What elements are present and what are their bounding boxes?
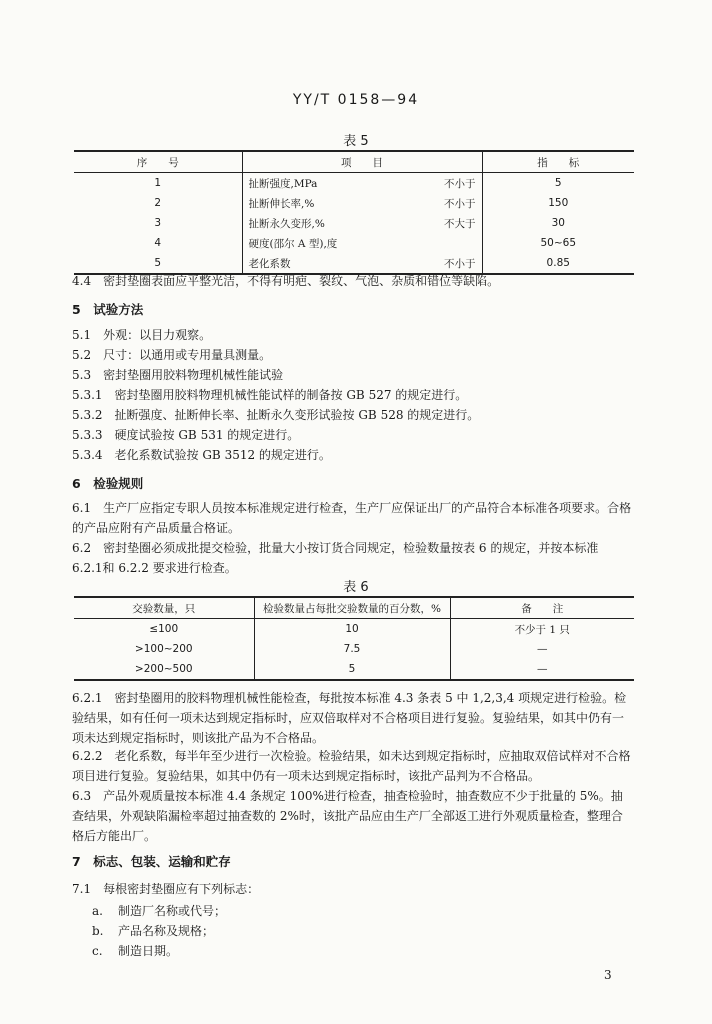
list-text: 产品名称及规格； xyxy=(118,924,215,938)
item-value: 150 xyxy=(482,193,634,213)
table6-header-quantity: 交验数量，只 xyxy=(74,597,254,619)
percent-cell: 7.5 xyxy=(254,639,450,659)
table-row xyxy=(74,173,634,194)
remark-cell: — xyxy=(450,639,634,659)
list-item xyxy=(92,902,226,919)
table-row xyxy=(74,619,634,640)
item-name: 硬度(邵尔 A 型),度 xyxy=(242,233,416,253)
list-item xyxy=(92,922,214,939)
list-text: 制造厂名称或代号； xyxy=(118,904,227,918)
percent-cell: 10 xyxy=(254,619,450,640)
item-name: 扯断强度,MPa xyxy=(242,173,416,194)
item-condition: 不小于 xyxy=(444,197,476,210)
clause-5-3: 5.3 密封垫圈用胶料物理机械性能试验 xyxy=(72,368,284,382)
clause-7-1: 7.1 每根密封垫圈应有下列标志： xyxy=(72,882,260,896)
clause-5-3-2: 5.3.2 扯断强度、扯断伸长率、扯断永久变形试验按 GB 528 的规定进行。 xyxy=(72,408,480,422)
table-row xyxy=(74,233,634,253)
percent-cell: 5 xyxy=(254,659,450,680)
clause-6-2: 6.2 密封垫圈必须成批提交检验，批量大小按订货合同规定，检验数量按表 6 的规定，并按本标准 6.2.1和 6.2.2 要求进行检查。 xyxy=(72,541,599,575)
quantity-cell: ≤100 xyxy=(149,623,179,635)
clause-6-1: 6.1 生产厂应指定专职人员按本标准规定进行检查，生产厂应保证出厂的产品符合本标准各项要求。合格的产品应附有产品质量合格证。 xyxy=(72,501,632,535)
list-item xyxy=(92,942,178,959)
item-condition: 不大于 xyxy=(444,217,476,230)
table-row xyxy=(74,213,634,233)
section-5-heading: 5 试验方法 xyxy=(72,302,144,317)
item-condition xyxy=(416,233,482,253)
quantity-cell: >100~200 xyxy=(134,643,193,655)
table-row xyxy=(74,639,634,659)
item-condition: 不小于 xyxy=(416,253,482,274)
list-marker: b. xyxy=(92,924,104,938)
item-value: 50~65 xyxy=(482,233,634,253)
table5-caption: 表 5 xyxy=(343,134,369,149)
item-value: 5 xyxy=(482,173,634,194)
table5-header-no: 序 号 xyxy=(74,151,242,173)
clause-5-3-1: 5.3.1 密封垫圈用胶料物理机械性能试样的制备按 GB 527 的规定进行。 xyxy=(72,388,468,402)
clause-6-3: 6.3 产品外观质量按本标准 4.4 条规定 100%进行检查，抽查检验时，抽查数应不少于批量的 5%。抽查结果，外观缺陷漏检率超过抽查数的 2%时，该批产品应由生产厂全部返工进行外观质量检查，整理合格后方能出厂。 xyxy=(72,789,623,843)
table-row xyxy=(74,659,634,680)
table-row xyxy=(74,193,634,213)
section-7-heading: 7 标志、包装、运输和贮存 xyxy=(72,854,231,869)
item-condition: 不小于 xyxy=(444,177,476,190)
clause-5-3-3: 5.3.3 硬度试验按 GB 531 的规定进行。 xyxy=(72,428,300,442)
remark-cell: — xyxy=(450,659,634,680)
table-row xyxy=(74,253,634,274)
remark-cell: 不少于 1 只 xyxy=(450,619,634,640)
list-text: 制造日期。 xyxy=(118,944,179,958)
list-marker: c. xyxy=(92,944,103,958)
table6-header-remark: 备 注 xyxy=(450,597,634,619)
item-name: 扯断永久变形,% xyxy=(242,213,416,233)
table6-header-percent: 检验数量占每批交验数量的百分数，% xyxy=(254,597,450,619)
section-6-heading: 6 检验规则 xyxy=(72,476,144,491)
list-marker: a. xyxy=(92,904,103,918)
quantity-cell: >200~500 xyxy=(74,659,254,680)
clause-6-2-2: 6.2.2 老化系数，每半年至少进行一次检验。检验结果，如未达到规定指标时，应抽取双倍试样对不合格项目进行复验。复验结果，如其中仍有一项未达到规定指标时，该批产品判为不合格品。 xyxy=(72,749,631,783)
row-number: 2 xyxy=(154,197,162,209)
row-number: 4 xyxy=(154,237,162,249)
item-name: 老化系数 xyxy=(242,253,416,274)
table5-header-item: 项 目 xyxy=(242,151,482,173)
clause-5-2: 5.2 尺寸：以通用或专用量具测量。 xyxy=(72,348,272,362)
item-value: 30 xyxy=(482,213,634,233)
item-value: 0.85 xyxy=(482,253,634,274)
table6-caption: 表 6 xyxy=(343,580,369,595)
page-number: 3 xyxy=(604,968,612,982)
table6 xyxy=(74,596,634,681)
table5 xyxy=(74,150,634,275)
item-name: 扯断伸长率,% xyxy=(242,193,416,213)
document-header: YY/T 0158—94 xyxy=(292,92,420,108)
row-number: 5 xyxy=(74,253,242,274)
clause-5-3-4: 5.3.4 老化系数试验按 GB 3512 的规定进行。 xyxy=(72,448,331,462)
row-number: 1 xyxy=(154,177,162,189)
clause-6-2-1: 6.2.1 密封垫圈用的胶料物理机械性能检查，每批按本标准 4.3 条表 5 中 1,2,3,4 项规定进行检验。检验结果，如有任何一项未达到规定指标时，应双倍取样对不合格项目进行复验。复验结果，如其中仍有一项未达到规定指标时，则该批产品为不合格品。 xyxy=(72,691,627,745)
clause-4-4: 4.4 密封垫圈表面应平整光洁，不得有明疤、裂纹、气泡、杂质和错位等缺陷。 xyxy=(72,274,500,288)
clause-5-1: 5.1 外观：以目力观察。 xyxy=(72,328,212,342)
table5-header-value: 指 标 xyxy=(482,151,634,173)
row-number: 3 xyxy=(154,217,162,229)
